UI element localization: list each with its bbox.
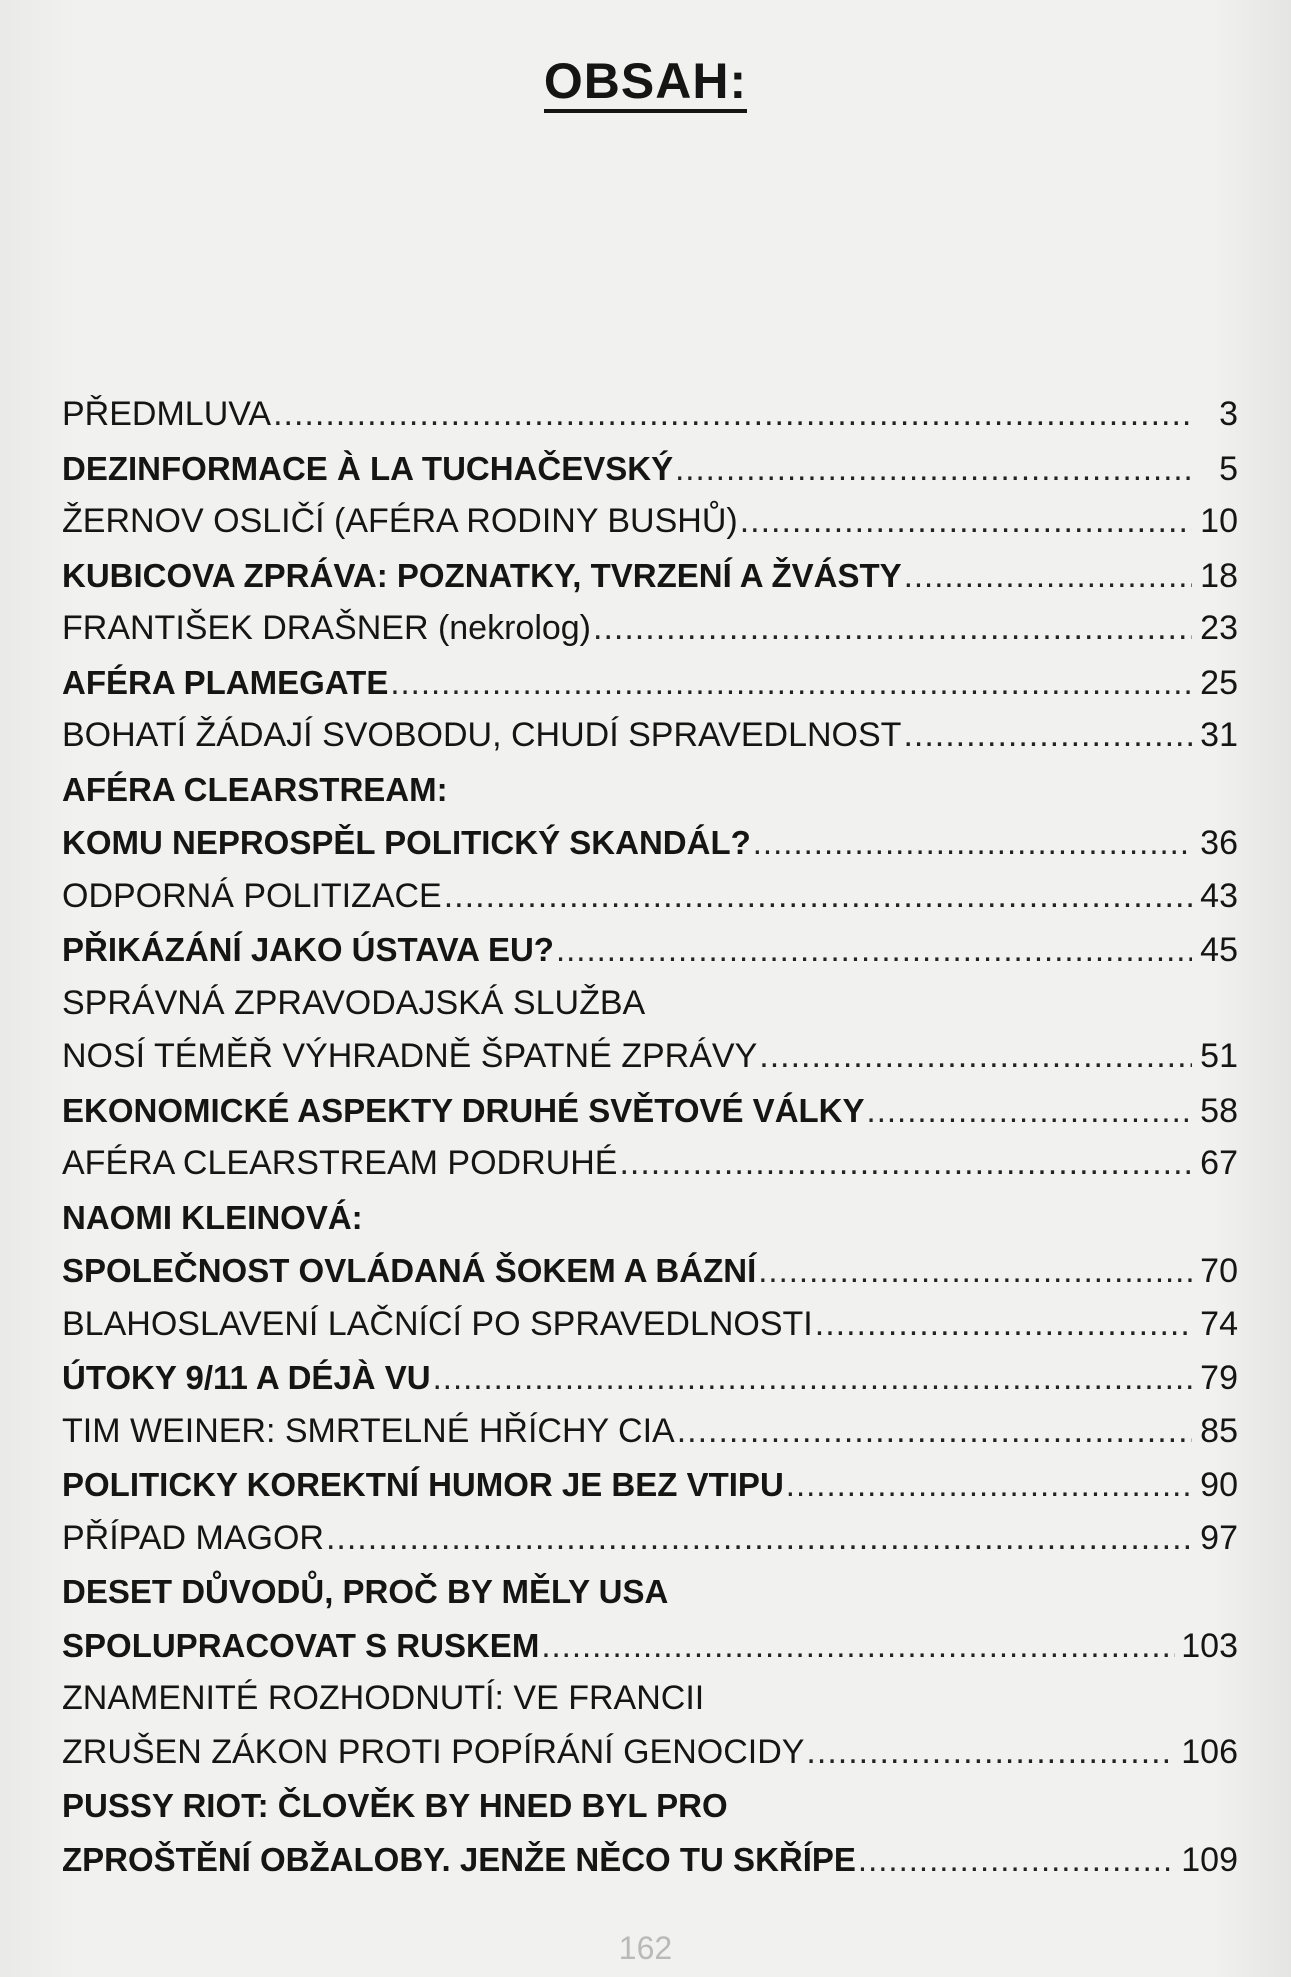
toc-dot-leader bbox=[903, 709, 1192, 763]
toc-dot-leader bbox=[619, 1137, 1192, 1191]
toc-entry-page: 36 bbox=[1200, 824, 1238, 862]
toc-entry bbox=[62, 977, 1238, 1031]
toc-entry bbox=[62, 442, 1238, 496]
toc-entry-page: 43 bbox=[1200, 876, 1238, 915]
toc-dot-leader bbox=[815, 1298, 1192, 1352]
toc-entry-title: NOSÍ TÉMĚŘ VÝHRADNĚ ŠPATNÉ ZPRÁVY bbox=[62, 1037, 758, 1075]
toc-entry-page: 85 bbox=[1200, 1411, 1238, 1450]
toc-entry-title: KUBICOVA ZPRÁVA: POZNATKY, TVRZENÍ A ŽVÁSTY bbox=[62, 556, 902, 594]
toc-entry-page: 90 bbox=[1200, 1466, 1238, 1504]
toc-entry-page: 23 bbox=[1200, 609, 1238, 647]
toc-entry-title: ODPORNÁ POLITIZACE bbox=[62, 876, 442, 915]
toc-entry-title: ŽERNOV OSLIČÍ (AFÉRA RODINY BUSHŮ) bbox=[62, 502, 738, 540]
toc-entry-page: 58 bbox=[1200, 1091, 1238, 1130]
toc-entry-title: PUSSY RIOT: ČLOVĚK BY HNED BYL PRO bbox=[62, 1787, 728, 1824]
toc-entry-title: ZPROŠTĚNÍ OBŽALOBY. JENŽE NĚCO TU SKŘÍPE bbox=[62, 1840, 856, 1878]
toc-dot-leader bbox=[759, 1030, 1192, 1084]
page-number: 162 bbox=[618, 1930, 673, 1966]
toc-entry bbox=[62, 1672, 1238, 1726]
toc-entry bbox=[62, 1137, 1238, 1191]
toc-entry-page: 103 bbox=[1181, 1626, 1238, 1665]
toc-entry-page: 18 bbox=[1200, 556, 1238, 595]
toc-entry bbox=[62, 1458, 1238, 1512]
toc-entry bbox=[62, 495, 1238, 549]
toc-entry bbox=[62, 549, 1238, 603]
toc-entry bbox=[62, 923, 1238, 977]
toc-entry bbox=[62, 1244, 1238, 1298]
page-title-text: OBSAH: bbox=[544, 53, 747, 113]
toc-entry-title: EKONOMICKÉ ASPEKTY DRUHÉ SVĚTOVÉ VÁLKY bbox=[62, 1091, 865, 1129]
toc-entry-title: SPRÁVNÁ ZPRAVODAJSKÁ SLUŽBA bbox=[62, 983, 646, 1022]
toc-dot-leader bbox=[740, 495, 1192, 549]
toc-entry bbox=[62, 656, 1238, 710]
toc-dot-leader bbox=[326, 1512, 1192, 1566]
toc-entry-page: 31 bbox=[1200, 716, 1238, 754]
toc-entry-page: 10 bbox=[1200, 502, 1238, 540]
toc-entry-page: 45 bbox=[1200, 931, 1238, 969]
toc-entry-title: DESET DŮVODŮ, PROČ BY MĚLY USA bbox=[62, 1573, 669, 1610]
toc-entry-title: PŘEDMLUVA bbox=[62, 395, 272, 433]
toc-entry-title: SPOLUPRACOVAT S RUSKEM bbox=[62, 1626, 540, 1664]
toc-entry-title: BLAHOSLAVENÍ LAČNÍCÍ PO SPRAVEDLNOSTI bbox=[62, 1304, 813, 1343]
toc-entry-title: SPOLEČNOST OVLÁDANÁ ŠOKEM A BÁZNÍ bbox=[62, 1252, 757, 1289]
toc-dot-leader bbox=[858, 1833, 1175, 1887]
toc-dot-leader bbox=[433, 1351, 1192, 1405]
toc-dot-leader bbox=[753, 816, 1192, 870]
toc-dot-leader bbox=[390, 656, 1192, 710]
toc-entry-title: ZNAMENITÉ ROZHODNUTÍ: VE FRANCII bbox=[62, 1679, 705, 1717]
toc-entry bbox=[62, 1298, 1238, 1352]
toc-dot-leader bbox=[786, 1458, 1192, 1512]
toc-dot-leader bbox=[806, 1726, 1175, 1780]
toc-dot-leader bbox=[867, 1084, 1192, 1138]
toc-entry-title: AFÉRA CLEARSTREAM PODRUHÉ bbox=[62, 1144, 618, 1182]
toc-entry-page: 70 bbox=[1200, 1252, 1238, 1290]
toc-entry-title: ZRUŠEN ZÁKON PROTI POPÍRÁNÍ GENOCIDY bbox=[62, 1732, 805, 1771]
toc-entry bbox=[62, 1191, 1238, 1245]
toc-entry bbox=[62, 763, 1238, 817]
toc-dot-leader bbox=[541, 1619, 1175, 1673]
toc-entry-title: AFÉRA CLEARSTREAM: bbox=[62, 770, 448, 808]
toc-dot-leader bbox=[675, 442, 1192, 496]
toc-entry-page: 5 bbox=[1219, 449, 1238, 488]
toc-entry-page: 106 bbox=[1181, 1732, 1238, 1771]
toc-entry bbox=[62, 1512, 1238, 1566]
toc-dot-leader bbox=[677, 1405, 1192, 1459]
toc-entry-page: 67 bbox=[1200, 1144, 1238, 1182]
toc-entry bbox=[62, 709, 1238, 763]
toc-dot-leader bbox=[758, 1244, 1192, 1298]
table-of-contents bbox=[62, 388, 1238, 1886]
toc-dot-leader bbox=[556, 923, 1192, 977]
toc-entry-page: 109 bbox=[1181, 1840, 1238, 1879]
toc-entry bbox=[62, 1726, 1238, 1780]
toc-entry bbox=[62, 1084, 1238, 1138]
toc-entry bbox=[62, 388, 1238, 442]
toc-dot-leader bbox=[273, 388, 1192, 442]
toc-entry-title: PŘIKÁZÁNÍ JAKO ÚSTAVA EU? bbox=[62, 931, 554, 968]
toc-dot-leader bbox=[444, 870, 1192, 924]
page-title bbox=[0, 52, 1291, 110]
toc-entry-title: TIM WEINER: SMRTELNÉ HŘÍCHY CIA bbox=[62, 1411, 675, 1450]
toc-dot-leader bbox=[593, 602, 1192, 656]
toc-entry-title: BOHATÍ ŽÁDAJÍ SVOBODU, CHUDÍ SPRAVEDLNOST bbox=[62, 716, 902, 754]
toc-entry bbox=[62, 1565, 1238, 1619]
toc-dot-leader bbox=[904, 549, 1192, 603]
toc-entry-page: 3 bbox=[1219, 395, 1238, 433]
toc-entry bbox=[62, 870, 1238, 924]
toc-entry-title: POLITICKY KOREKTNÍ HUMOR JE BEZ VTIPU bbox=[62, 1466, 784, 1503]
toc-entry bbox=[62, 1619, 1238, 1673]
toc-entry bbox=[62, 1030, 1238, 1084]
toc-entry bbox=[62, 1351, 1238, 1405]
toc-entry-title: ÚTOKY 9/11 A DÉJÀ VU bbox=[62, 1359, 431, 1396]
toc-entry-page: 97 bbox=[1200, 1518, 1238, 1557]
toc-entry bbox=[62, 816, 1238, 870]
toc-entry-title: FRANTIŠEK DRAŠNER (nekrolog) bbox=[62, 609, 592, 647]
toc-entry-title: PŘÍPAD MAGOR bbox=[62, 1518, 324, 1557]
toc-entry-title: DEZINFORMACE À LA TUCHAČEVSKÝ bbox=[62, 449, 674, 487]
toc-entry-title: NAOMI KLEINOVÁ: bbox=[62, 1198, 363, 1236]
toc-entry bbox=[62, 602, 1238, 656]
toc-entry-page: 51 bbox=[1200, 1037, 1238, 1075]
toc-entry-page: 25 bbox=[1200, 663, 1238, 702]
toc-entry bbox=[62, 1833, 1238, 1887]
toc-entry-title: AFÉRA PLAMEGATE bbox=[62, 663, 389, 701]
toc-entry bbox=[62, 1779, 1238, 1833]
toc-entry-title: KOMU NEPROSPĚL POLITICKÝ SKANDÁL? bbox=[62, 824, 751, 861]
toc-entry bbox=[62, 1405, 1238, 1459]
toc-entry-page: 79 bbox=[1200, 1359, 1238, 1397]
toc-entry-page: 74 bbox=[1200, 1304, 1238, 1343]
